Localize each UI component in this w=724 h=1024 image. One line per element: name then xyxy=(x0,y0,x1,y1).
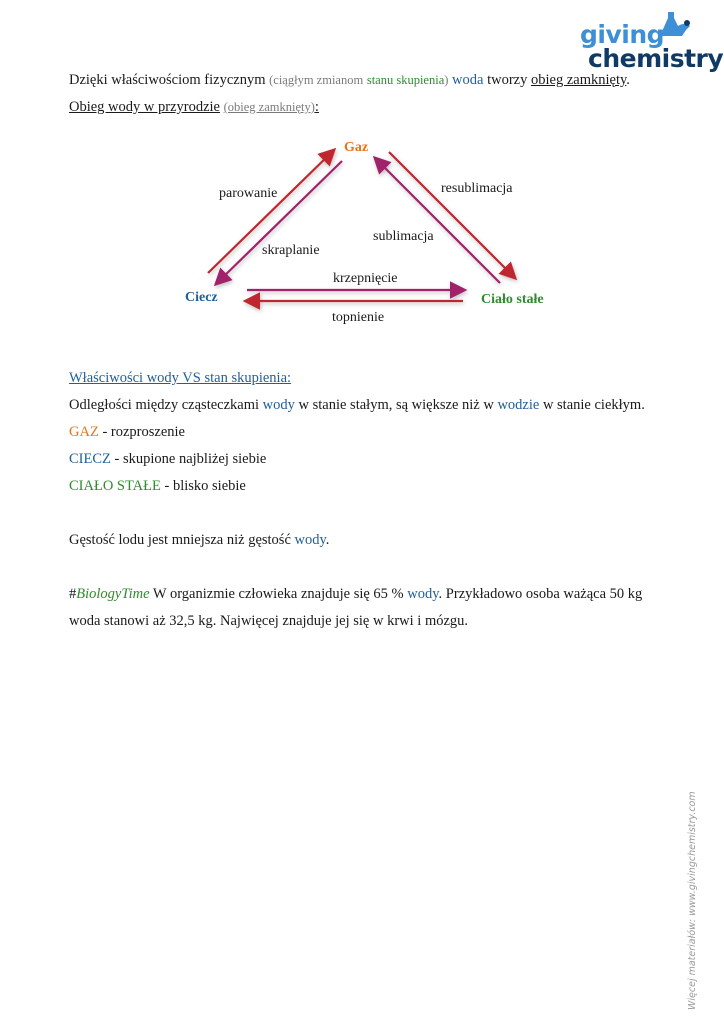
biology-text-c: . Przykładowo osoba ważąca 50 kg xyxy=(438,586,643,602)
label-freezing: krzepnięcie xyxy=(333,271,398,286)
logo-word-chemistry: chemistry xyxy=(588,44,724,73)
intro-text-1: Dzięki właściwościom fizycznym xyxy=(69,72,266,88)
density-period: . xyxy=(325,532,330,548)
intro-text-6: tworzy xyxy=(487,72,528,88)
biology-paragraph-line1 xyxy=(69,585,642,603)
cycle-heading-colon: : xyxy=(314,99,319,115)
intro-closed-cycle: obieg zamknięty xyxy=(530,72,627,88)
distances-text-c: w stanie stałym, są większe niż w xyxy=(298,397,494,413)
intro-paren-close: ) xyxy=(444,73,449,87)
label-sublimation: sublimacja xyxy=(373,229,434,244)
property-liquid-term: CIECZ xyxy=(69,451,111,467)
property-gas-desc: - rozproszenie xyxy=(98,424,185,440)
distances-paragraph xyxy=(69,396,645,414)
node-solid: Ciało stałe xyxy=(481,292,544,307)
intro-period: . xyxy=(626,72,630,88)
cycle-heading xyxy=(69,98,319,116)
cycle-heading-sub: (obieg zamknięty) xyxy=(223,100,315,114)
properties-heading-text: Właściwości wody VS stan skupienia: xyxy=(69,370,292,386)
logo-word-giving: giving xyxy=(580,20,665,49)
node-liquid: Ciecz xyxy=(185,290,218,305)
property-liquid-desc: - skupione najbliżej siebie xyxy=(110,451,267,467)
property-solid-term: CIAŁO STAŁE xyxy=(69,478,161,494)
property-gas-term: GAZ xyxy=(69,424,99,440)
label-evaporation: parowanie xyxy=(219,186,278,201)
biology-text-a: W organizmie człowieka znajduje się 65 % xyxy=(149,586,404,602)
biology-hash: # xyxy=(69,586,77,602)
distances-text-a: Odległości między cząsteczkami xyxy=(69,397,260,413)
label-resublimation: resublimacja xyxy=(441,181,513,196)
density-paragraph xyxy=(69,531,329,549)
intro-water-term: woda xyxy=(452,72,484,88)
intro-state-term: stanu skupienia xyxy=(366,73,445,87)
node-gas: Gaz xyxy=(344,140,369,155)
biology-tag: BiologyTime xyxy=(76,586,150,602)
biology-water: wody xyxy=(407,586,439,602)
density-text-a: Gęstość lodu jest mniejsza niż gęstość xyxy=(69,532,291,548)
property-solid xyxy=(69,477,246,495)
distances-text-e: w stanie ciekłym. xyxy=(542,397,645,413)
givingchemistry-logo xyxy=(580,8,724,73)
property-gas xyxy=(69,423,185,441)
distances-water-2: wodzie xyxy=(497,397,540,413)
label-melting: topnienie xyxy=(332,310,385,325)
label-condensation: skraplanie xyxy=(262,243,320,258)
properties-heading xyxy=(69,369,291,387)
property-solid-desc: - blisko siebie xyxy=(160,478,246,494)
biology-paragraph-line2 xyxy=(69,612,468,630)
density-water: wody xyxy=(294,532,326,548)
arrow-sublimation xyxy=(376,159,500,283)
arrow-resublimation xyxy=(389,152,514,277)
arrow-condensation xyxy=(217,161,342,283)
state-transition-arrows xyxy=(170,130,570,340)
water-cycle-diagram xyxy=(170,130,570,340)
website-watermark: Więcej materiałów: www.givingchemistry.com xyxy=(687,791,698,1010)
intro-paragraph xyxy=(69,71,630,89)
intro-text-2: (ciągłym zmianom xyxy=(269,73,364,87)
biology-line2: woda stanowi aż 32,5 kg. Najwięcej znajduje jej się w krwi i mózgu. xyxy=(69,613,469,629)
distances-water-1: wody xyxy=(262,397,295,413)
property-liquid xyxy=(69,450,266,468)
cycle-heading-main: Obieg wody w przyrodzie xyxy=(69,99,220,115)
